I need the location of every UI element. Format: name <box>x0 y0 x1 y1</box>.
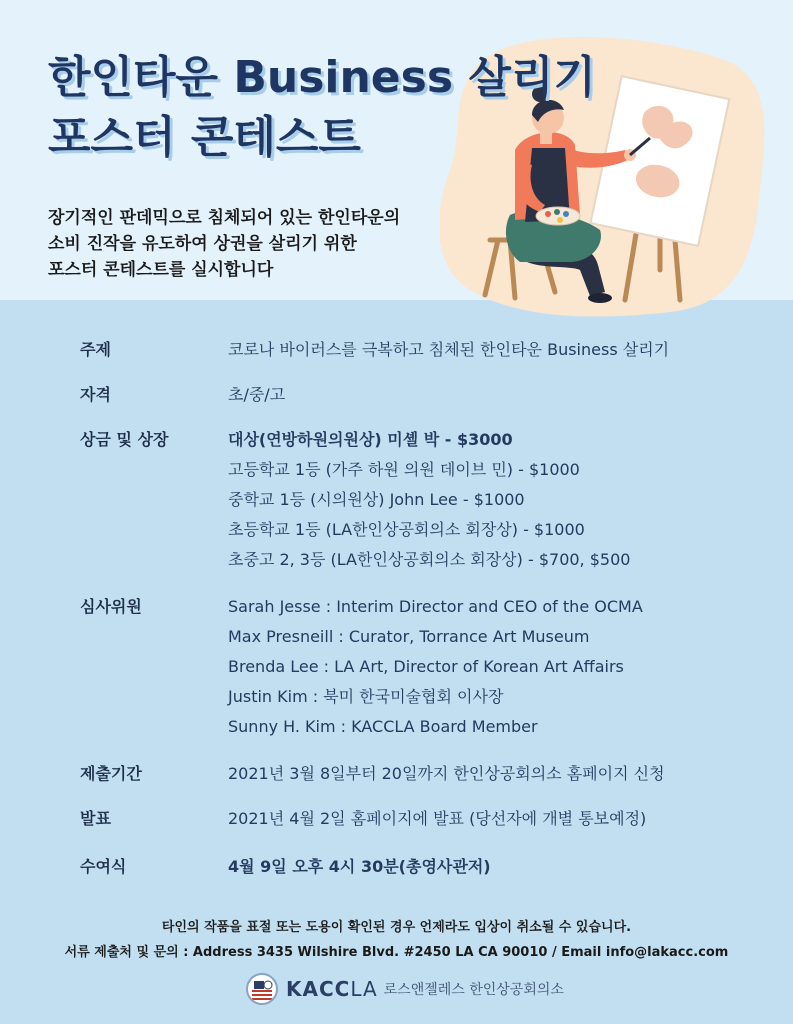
row-label: 자격 <box>80 385 111 404</box>
notice-contact: 서류 제출처 및 문의 : Address 3435 Wilshire Blvd. #2450 LA CA 90010 / Email info@lakacc.com <box>64 945 729 960</box>
value-line: 초중고 2, 3등 (LA한인상공회의소 회장상) - $700, $500 <box>228 550 631 569</box>
value-line: 대상(연방하원의원상) 미셸 박 - $3000 <box>228 430 513 449</box>
notice-plagiarism: 타인의 작품을 표절 또는 도용이 확인된 경우 언제라도 입상이 취소될 수 있습니다. <box>161 920 632 935</box>
row-label: 심사위원 <box>80 597 142 616</box>
row-label: 발표 <box>80 809 111 828</box>
brand-korean-name: 로스앤젤레스 한인상공회의소 <box>383 982 564 998</box>
row-label: 주제 <box>80 340 111 359</box>
value-line: 초등학교 1등 (LA한인상공회의소 회장상) - $1000 <box>228 520 585 539</box>
title-line-1: 한인타운 Business 살리기 <box>48 52 596 103</box>
value-line: 2021년 3월 8일부터 20일까지 한인상공회의소 홈페이지 신청 <box>228 764 665 783</box>
brand-la: LA <box>350 977 378 1001</box>
value-line: Max Presneill : Curator, Torrance Art Museum <box>228 627 590 646</box>
row-label: 수여식 <box>80 857 127 876</box>
row-label: 상금 및 상장 <box>80 430 169 449</box>
poster-title <box>48 48 596 168</box>
kaccla-logo <box>246 972 564 1006</box>
value-line: 초/중/고 <box>228 385 286 404</box>
row-label: 제출기간 <box>80 764 142 783</box>
row-value <box>228 380 285 410</box>
value-line: 중학교 1등 (시의원상) John Lee - $1000 <box>228 490 525 509</box>
intro-line: 장기적인 판데믹으로 침체되어 있는 한인타운의 <box>48 208 401 228</box>
intro-text <box>48 205 400 283</box>
value-line: Brenda Lee : LA Art, Director of Korean Art Affairs <box>228 657 624 676</box>
value-line: 2021년 4월 2일 홈페이지에 발표 (당선자에 개별 통보예정) <box>228 809 647 828</box>
row-value <box>228 425 630 575</box>
intro-line: 소비 진작을 유도하여 상권을 살리기 위한 <box>48 234 357 254</box>
value-line: 4월 9일 오후 4시 30분(총영사관저) <box>228 857 491 876</box>
value-line: 코로나 바이러스를 극복하고 침체된 한인타운 Business 살리기 <box>228 340 670 359</box>
intro-line: 포스터 콘테스트를 실시합니다 <box>48 260 274 280</box>
row-value <box>228 592 643 742</box>
brand-name <box>286 977 378 1001</box>
kaccla-seal-icon <box>246 973 278 1005</box>
row-value <box>228 759 665 789</box>
row-value <box>228 335 669 365</box>
title-line-2: 포스터 콘테스트 <box>48 112 361 163</box>
value-line: Justin Kim : 북미 한국미술협회 이사장 <box>228 687 504 706</box>
row-value <box>228 852 491 882</box>
value-line: Sunny H. Kim : KACCLA Board Member <box>228 717 538 736</box>
brand-main: KACC <box>286 977 351 1001</box>
value-line: 고등학교 1등 (가주 하원 의원 데이브 민) - $1000 <box>228 460 580 479</box>
value-line: Sarah Jesse : Interim Director and CEO of the OCMA <box>228 597 643 616</box>
row-value <box>228 804 646 834</box>
